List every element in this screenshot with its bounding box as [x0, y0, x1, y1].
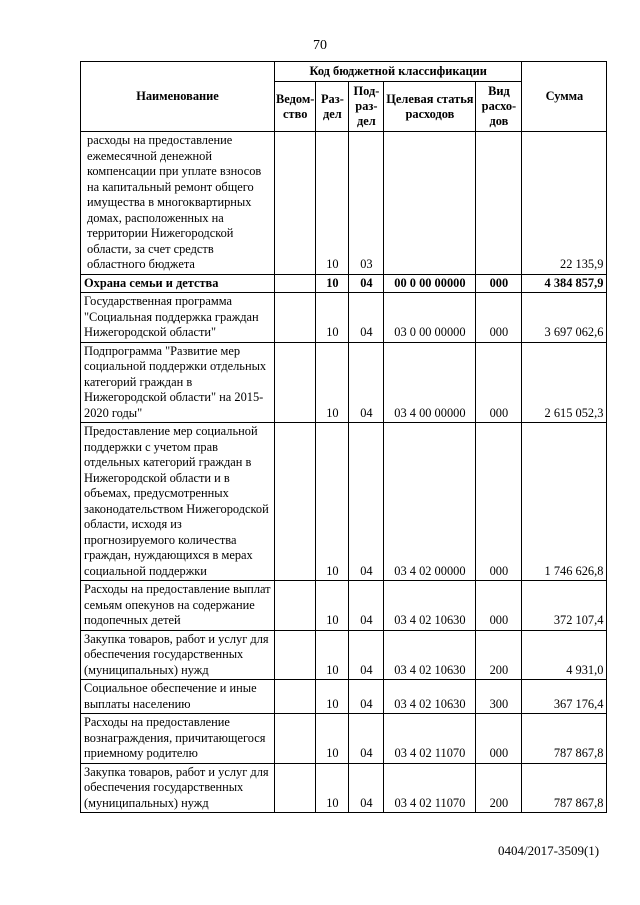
- table-row: [81, 423, 607, 581]
- table-row: [81, 714, 607, 764]
- header-razdel: Раз-дел: [316, 82, 349, 132]
- cell-sum: 4 931,0: [522, 630, 607, 680]
- cell-expense-type: 000: [476, 274, 522, 293]
- cell-ved: [275, 342, 316, 423]
- table-row: [81, 581, 607, 631]
- cell-target-article: 03 4 02 10630: [384, 630, 476, 680]
- header-expense-type: Вид расхо-дов: [476, 82, 522, 132]
- cell-razdel: 10: [316, 342, 349, 423]
- cell-expense-type: 200: [476, 630, 522, 680]
- cell-podrazdel: 04: [349, 342, 384, 423]
- cell-expense-type: 300: [476, 680, 522, 714]
- cell-podrazdel: 04: [349, 630, 384, 680]
- cell-sum: 372 107,4: [522, 581, 607, 631]
- cell-name: Предоставление мер социальной поддержки с учетом прав отдельных категорий граждан в Нижегородской области и в объемах, предусмотренных законодательством Нижегородской области, исходя из прогнозируемого количества граждан, нуждающихся в мерах социальной поддержки: [81, 423, 275, 581]
- table-row: [81, 680, 607, 714]
- cell-name: Подпрограмма "Развитие мер социальной поддержки отдельных категорий граждан в Нижегородской области" на 2015-2020 годы": [81, 342, 275, 423]
- cell-sum: 2 615 052,3: [522, 342, 607, 423]
- cell-podrazdel: 04: [349, 680, 384, 714]
- header-target-article: Целевая статья расходов: [384, 82, 476, 132]
- cell-podrazdel: 04: [349, 293, 384, 343]
- header-classification-group: Код бюджетной классификации: [275, 62, 522, 82]
- table-row: [81, 132, 607, 275]
- cell-expense-type: [476, 132, 522, 275]
- table-row: [81, 763, 607, 813]
- cell-expense-type: 000: [476, 581, 522, 631]
- cell-target-article: 03 4 02 10630: [384, 581, 476, 631]
- header-sum: Сумма: [522, 62, 607, 132]
- cell-podrazdel: 04: [349, 581, 384, 631]
- cell-name: Расходы на предоставление выплат семьям опекунов на содержание подопечных детей: [81, 581, 275, 631]
- cell-target-article: 00 0 00 00000: [384, 274, 476, 293]
- cell-name: расходы на предоставление ежемесячной денежной компенсации при уплате взносов на капитальный ремонт общего имущества в многоквартирных домах, расположенных на территории Нижегородской области, за счет средств областного бюджета: [81, 132, 275, 275]
- cell-razdel: 10: [316, 423, 349, 581]
- cell-ved: [275, 630, 316, 680]
- cell-sum: 22 135,9: [522, 132, 607, 275]
- table-row: [81, 342, 607, 423]
- cell-target-article: 03 4 02 10630: [384, 680, 476, 714]
- table-row: [81, 630, 607, 680]
- cell-razdel: 10: [316, 293, 349, 343]
- cell-name: Закупка товаров, работ и услуг для обеспечения государственных (муниципальных) нужд: [81, 763, 275, 813]
- document-code: 0404/2017-3509(1): [498, 843, 600, 858]
- cell-podrazdel: 03: [349, 132, 384, 275]
- cell-razdel: 10: [316, 630, 349, 680]
- cell-razdel: 10: [316, 132, 349, 275]
- cell-ved: [275, 581, 316, 631]
- cell-expense-type: 000: [476, 423, 522, 581]
- cell-sum: 4 384 857,9: [522, 274, 607, 293]
- cell-sum: 787 867,8: [522, 714, 607, 764]
- cell-expense-type: 000: [476, 714, 522, 764]
- cell-podrazdel: 04: [349, 714, 384, 764]
- cell-name: Социальное обеспечение и иные выплаты населению: [81, 680, 275, 714]
- cell-razdel: 10: [316, 680, 349, 714]
- cell-ved: [275, 680, 316, 714]
- cell-expense-type: 000: [476, 293, 522, 343]
- table-body: [81, 132, 607, 813]
- cell-expense-type: 000: [476, 342, 522, 423]
- cell-target-article: 03 4 02 00000: [384, 423, 476, 581]
- cell-name: Расходы на предоставление вознаграждения, причитающегося приемному родителю: [81, 714, 275, 764]
- cell-razdel: 10: [316, 763, 349, 813]
- cell-expense-type: 200: [476, 763, 522, 813]
- cell-podrazdel: 04: [349, 763, 384, 813]
- cell-sum: 1 746 626,8: [522, 423, 607, 581]
- cell-razdel: 10: [316, 581, 349, 631]
- cell-target-article: 03 4 02 11070: [384, 714, 476, 764]
- cell-target-article: 03 0 00 00000: [384, 293, 476, 343]
- cell-ved: [275, 293, 316, 343]
- cell-name: Закупка товаров, работ и услуг для обеспечения государственных (муниципальных) нужд: [81, 630, 275, 680]
- cell-target-article: [384, 132, 476, 275]
- cell-name: Государственная программа "Социальная поддержка граждан Нижегородской области": [81, 293, 275, 343]
- table-row: [81, 274, 607, 293]
- cell-razdel: 10: [316, 274, 349, 293]
- budget-table: [80, 61, 607, 813]
- header-podrazdel: Под-раз-дел: [349, 82, 384, 132]
- cell-target-article: 03 4 00 00000: [384, 342, 476, 423]
- cell-sum: 367 176,4: [522, 680, 607, 714]
- cell-razdel: 10: [316, 714, 349, 764]
- cell-podrazdel: 04: [349, 423, 384, 581]
- cell-target-article: 03 4 02 11070: [384, 763, 476, 813]
- cell-ved: [275, 714, 316, 764]
- cell-ved: [275, 763, 316, 813]
- cell-ved: [275, 274, 316, 293]
- page-number: 70: [313, 38, 327, 53]
- cell-sum: 3 697 062,6: [522, 293, 607, 343]
- cell-sum: 787 867,8: [522, 763, 607, 813]
- table-row: [81, 293, 607, 343]
- cell-name: Охрана семьи и детства: [81, 274, 275, 293]
- cell-podrazdel: 04: [349, 274, 384, 293]
- cell-ved: [275, 423, 316, 581]
- cell-ved: [275, 132, 316, 275]
- header-name: Наименование: [81, 62, 275, 132]
- header-ved: Ведом-ство: [275, 82, 316, 132]
